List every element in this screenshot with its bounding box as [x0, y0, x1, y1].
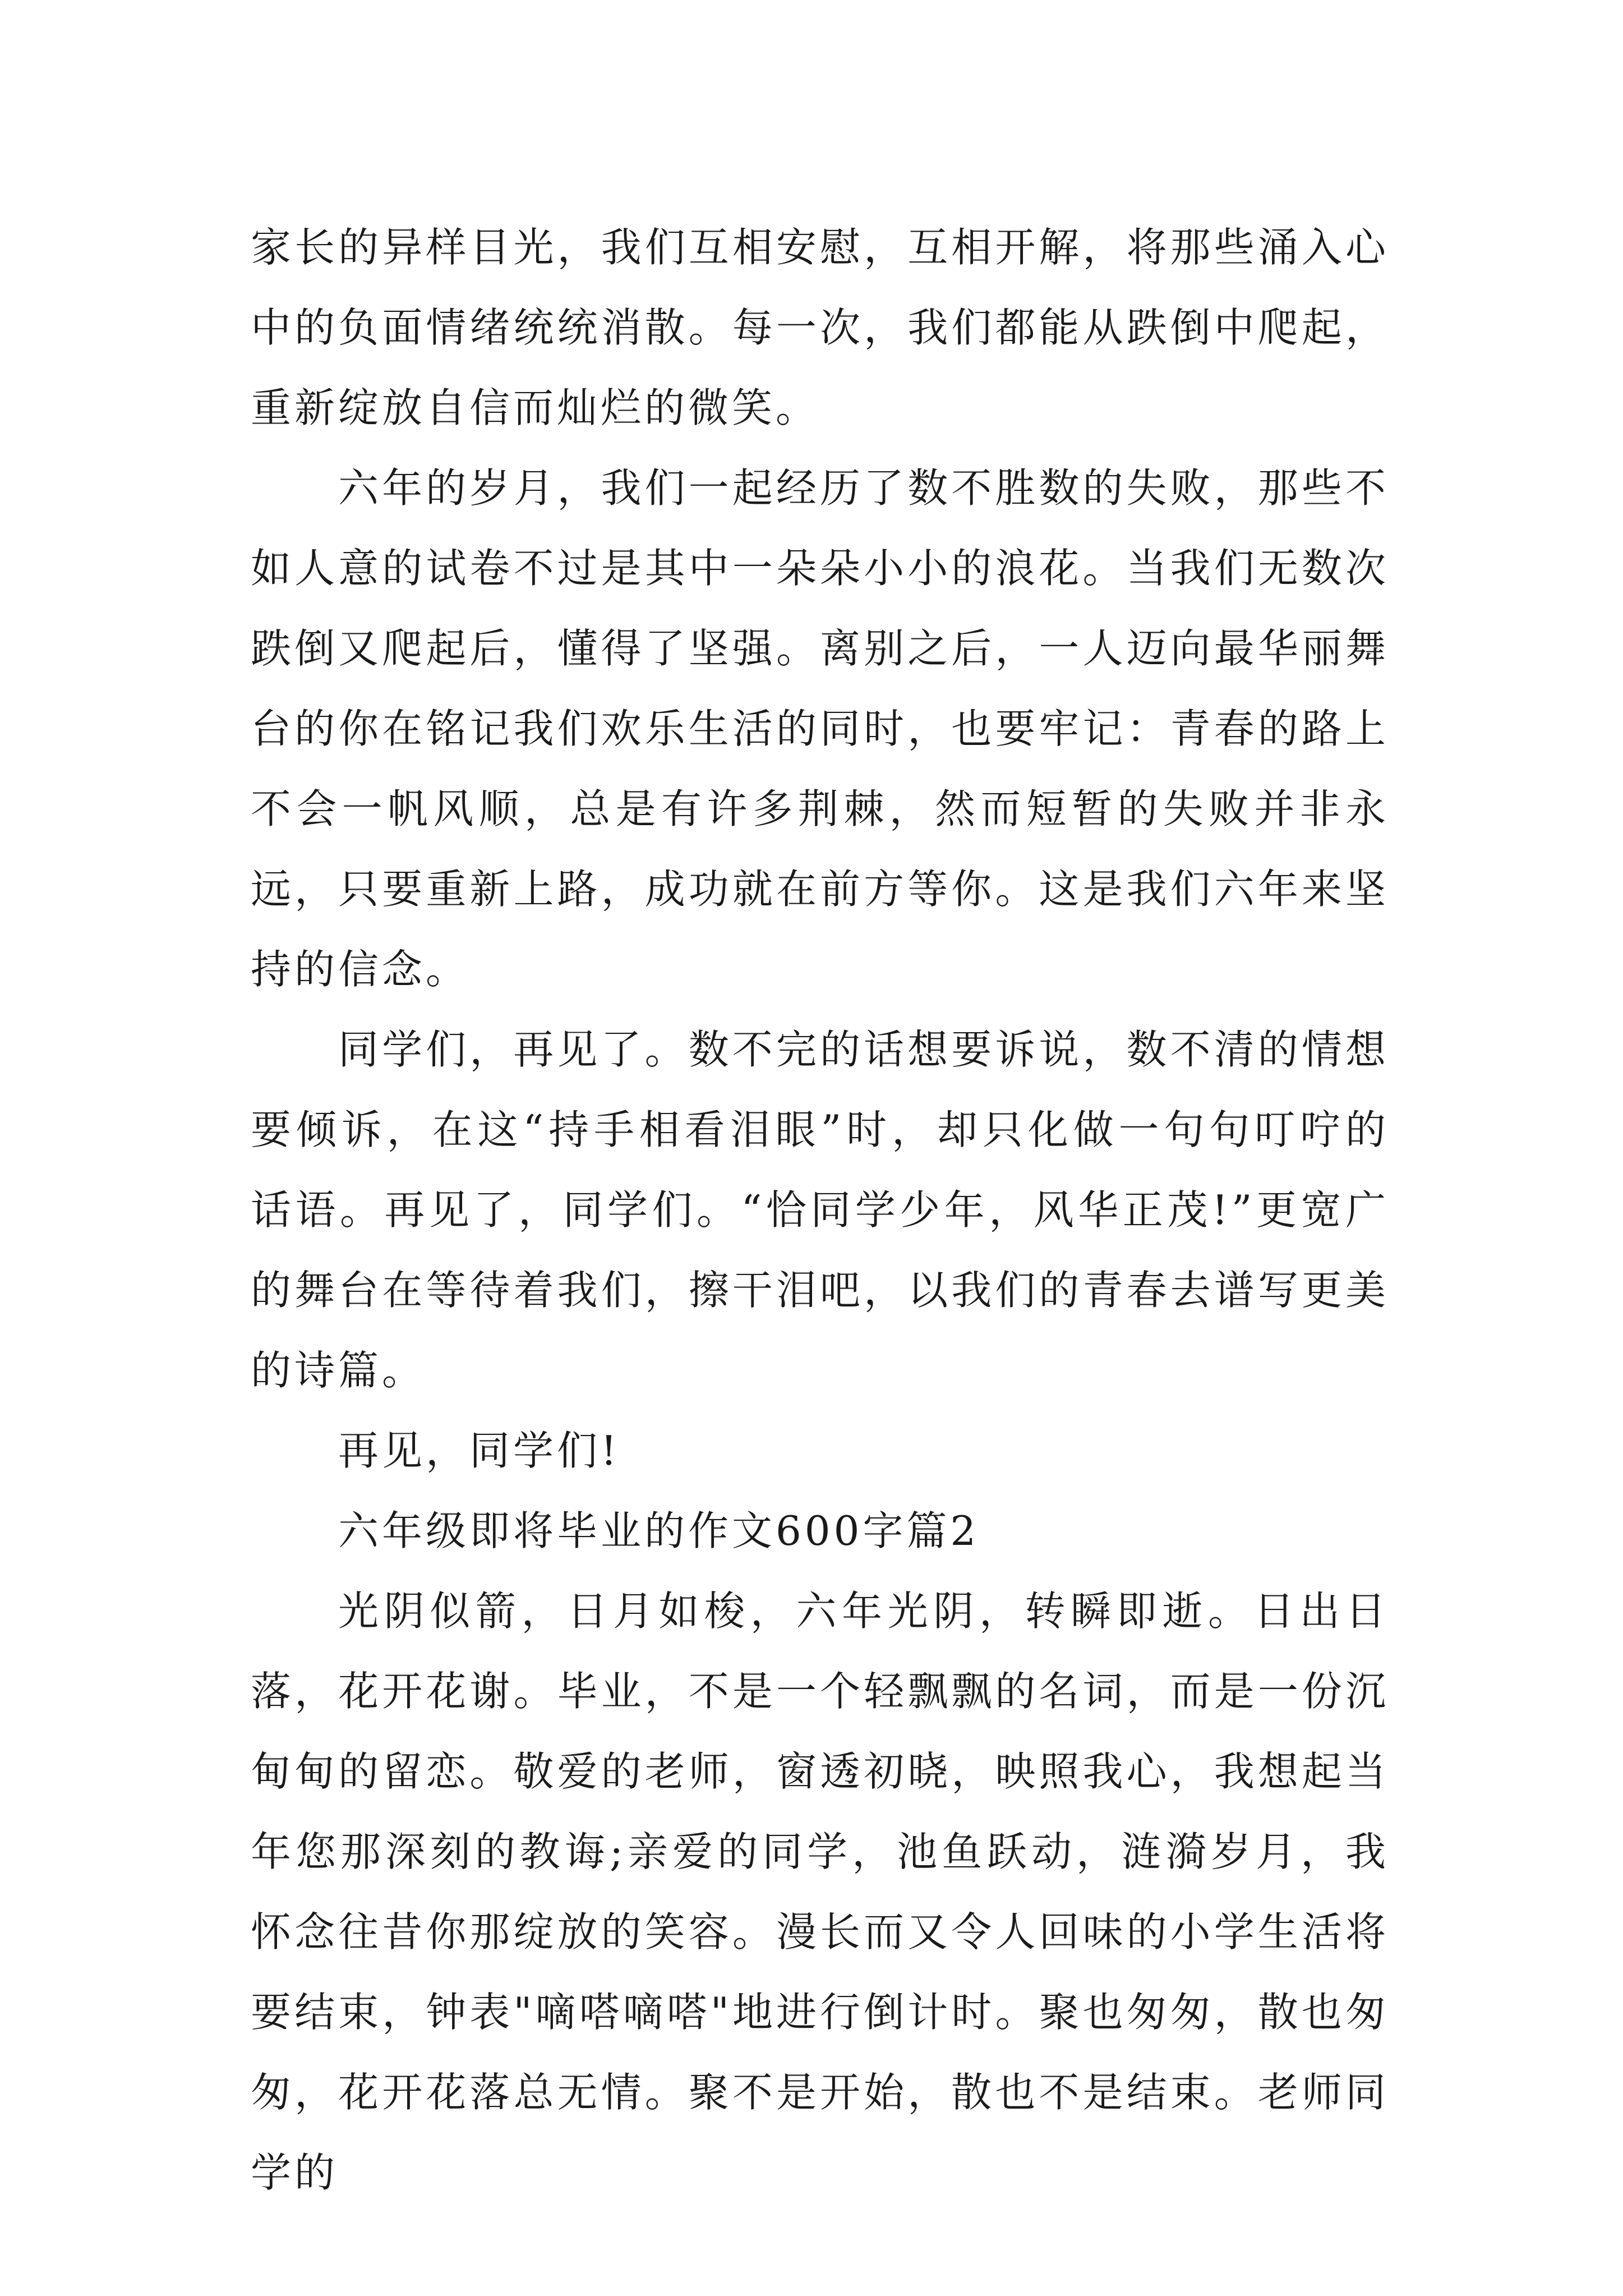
essay-body	[251, 208, 1389, 2213]
paragraph-goodbye: 再见，同学们!	[338, 1427, 620, 1474]
paragraph-farewell: 同学们，再见了。数不完的话想要诉说，数不清的情想要倾诉，在这“持手相看泪眼”时，却只化做一句句叮咛的话语。再见了，同学们。“恰同学少年，风华正茂!”更宽广的舞台在等待着我们，擦干泪吧，以我们的青春去谱写更美的诗篇。	[251, 1026, 1389, 1394]
paragraph-time-flies: 光阴似箭，日月如梭，六年光阴，转瞬即逝。日出日落，花开花谢。毕业，不是一个轻飘飘的名词，而是一份沉甸甸的留恋。敬爱的老师，窗透初晓，映照我心，我想起当年您那深刻的教诲;亲爱的同学，池鱼跃动，涟漪岁月，我怀念往昔你那绽放的笑容。漫长而又令人回味的小学生活将要结束，钟表"嘀嗒嘀嗒"地进行倒计时。聚也匆匆，散也匆匆，花开花落总无情。聚不是开始，散也不是结束。老师同学的	[251, 1588, 1389, 2196]
essay-heading: 六年级即将毕业的作文600字篇2	[338, 1507, 980, 1554]
paragraph-continuation: 家长的异样目光，我们互相安慰，互相开解，将那些涌入心中的负面情绪统统消散。每一次，我们都能从跌倒中爬起，重新绽放自信而灿烂的微笑。	[251, 224, 1389, 431]
paragraph-six-years: 六年的岁月，我们一起经历了数不胜数的失败，那些不如人意的试卷不过是其中一朵朵小小的浪花。当我们无数次跌倒又爬起后，懂得了坚强。离别之后，一人迈向最华丽舞台的你在铭记我们欢乐生活的同时，也要牢记：青春的路上不会一帆风顺，总是有许多荆棘，然而短暂的失败并非永远，只要重新上路，成功就在前方等你。这是我们六年来坚持的信念。	[251, 464, 1389, 993]
